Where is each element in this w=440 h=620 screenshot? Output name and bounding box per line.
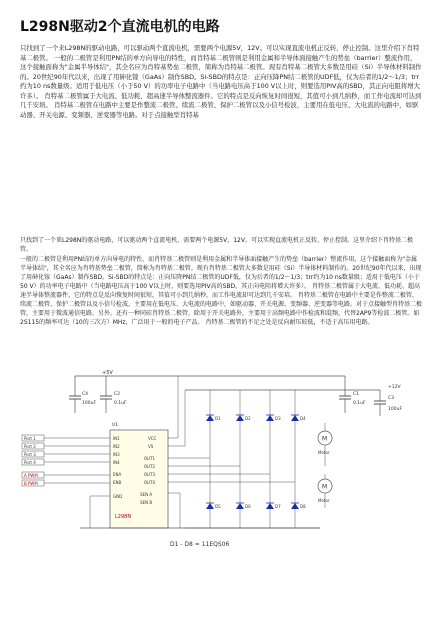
diode-label: D5 — [215, 504, 221, 509]
motor-1 — [318, 423, 332, 466]
diode-d8 — [291, 503, 306, 509]
diode-d7 — [266, 503, 281, 509]
svg-text:B PWM: B PWM — [24, 481, 38, 486]
svg-text:U1: U1 — [112, 423, 119, 428]
svg-text:C2: C2 — [114, 392, 121, 397]
svg-text:GND: GND — [113, 494, 123, 499]
svg-text:Port 4: Port 4 — [24, 460, 36, 465]
svg-text:M: M — [322, 435, 328, 443]
svg-text:SEN B: SEN B — [140, 500, 153, 505]
svg-text:OUT1: OUT1 — [144, 456, 156, 461]
pwm-inputs — [22, 472, 110, 486]
summary-paragraph: 只找到了一个来L298N的驱动电路，可以驱动两个直流电机，需要两个电源5V，12V。可以实现直流电机正反转，停止控制。这里介绍下肖特基二极管。 — [20, 237, 413, 254]
svg-text:SEN A: SEN A — [140, 492, 153, 497]
diode-d2 — [236, 415, 251, 421]
svg-text:Port 3: Port 3 — [24, 452, 36, 457]
diode-label: D6 — [245, 504, 251, 509]
svg-text:0.1uF: 0.1uF — [353, 401, 366, 406]
svg-text:OUT3: OUT3 — [144, 472, 156, 477]
capacitor-c1 — [339, 376, 366, 413]
svg-text:OUT2: OUT2 — [144, 464, 156, 469]
svg-text:Motor: Motor — [318, 498, 330, 503]
svg-text:VS: VS — [148, 444, 154, 449]
diode-label: D8 — [300, 504, 306, 509]
diode-d5 — [206, 503, 221, 509]
capacitor-c2 — [100, 376, 127, 413]
vcc-label: +5V — [102, 370, 113, 376]
svg-text:C1: C1 — [353, 392, 360, 397]
diode-label: D1 — [215, 416, 221, 421]
diode-label: D3 — [275, 416, 281, 421]
svg-text:VCC: VCC — [148, 436, 157, 441]
diode-d3 — [266, 415, 281, 421]
svg-text:C3: C3 — [388, 396, 395, 401]
svg-text:IN4: IN4 — [113, 460, 120, 465]
input-ports — [22, 435, 110, 465]
page-title: L298N驱动2个直流电机的电路 — [20, 19, 220, 35]
svg-text:Port 2: Port 2 — [24, 444, 36, 449]
l298n-circuit-diagram — [20, 368, 420, 538]
intro-paragraph: 只找到了一个来L298N的驱动电路，可以驱动两个直流电机，需要两个电源5V，12V。可以实现直流电机正反转，停止控制。这里介绍下肖特基二极管。 一般的二极管是利用PN结的单方向导电的特性，而肖特基二极管则是利用金属和半导体面接触产生的势垒（barrier）整流作用，这个接触面称为"金属半导体结"，其全名应为肖特基势垒二极管，简称为肖特基二极管。现有肖特基二极管大多数是用硅（Si）半导体材料制作的。20世纪90年代以来，出现了用砷化镓（GaAs）制作SBD。Si-SBD的特点是：正向压降PN结二极管的UDF低，仅为后者的1/2～1/3；trr约为10 ns数量级；适用于低电压（小于50 V）的功率电子电路中（当电路电压高于100 V以上时，则要选用PIV高的SBD，其正向电阻将增大许多）。 肖特基二极管属于大电流、低功耗、超高速半导体整流器件。它的特点是反向恢复时间很短，其值可小到几纳秒，而工作电流却可达到几千安培。 肖特基二极管在电路中主要是作整流二极管、续流二极管、保护二极管以及小信号检波，主要用在低电压、大电流的电路中，如驱动器、开关电源、变频器、逆变器等电路。对于点接触型肖特基 — [20, 44, 422, 119]
svg-text:ENB: ENB — [113, 480, 122, 485]
svg-text:C4: C4 — [82, 392, 89, 397]
svg-text:Motor: Motor — [318, 450, 330, 455]
l298n-chip — [110, 422, 168, 528]
diode-d6 — [236, 503, 251, 509]
diode-d4 — [291, 415, 306, 421]
capacitor-c4 — [69, 376, 100, 413]
svg-text:IN3: IN3 — [113, 452, 120, 457]
svg-text:ENA: ENA — [113, 472, 122, 477]
diode-label: D7 — [275, 504, 281, 509]
diode-caption: D1 - D8 = 11EQS06 — [170, 541, 230, 548]
capacitor-c3 — [320, 384, 402, 416]
svg-text:100uF: 100uF — [388, 407, 403, 412]
diode-d1 — [206, 415, 221, 421]
svg-text:100uF: 100uF — [82, 401, 97, 406]
diode-label: D2 — [245, 416, 251, 421]
svg-text:0.1uF: 0.1uF — [114, 401, 127, 406]
svg-text:+12V: +12V — [388, 385, 401, 390]
motor-2 — [318, 474, 332, 508]
svg-text:Port 1: Port 1 — [24, 436, 36, 441]
diode-label: D4 — [300, 416, 306, 421]
svg-text:M: M — [322, 483, 328, 491]
svg-text:A PWM: A PWM — [24, 473, 38, 478]
svg-text:L298N: L298N — [115, 514, 132, 520]
svg-text:OUT4: OUT4 — [144, 480, 156, 485]
diode-array — [206, 390, 306, 528]
svg-text:IN2: IN2 — [113, 444, 120, 449]
schottky-paragraph: 一般的二极管是利用PN结的单方向导电的特性，而肖特基二极管则是利用金属和半导体面接触产生的势垒（barrier）整流作用，这个接触面称为"金属半导体结"，其全名应为肖特基势垒二极管，简称为肖特基二极管。现有肖特基二极管大多数是用硅（Si）半导体材料制作的。20世纪90年代以来，出现了用砷化镓（GaAs）制作SBD。Si-SBD的特点是：正向压降PN结二极管的UDF低，仅为后者的1/2～1/3；trr约为10 ns数量级；适用于低电压（小于50 V）的功率电子电路中（当电路电压高于100 V以上时，则要选用PIV高的SBD，其正向电阻将增大许多）。 肖特基二极管属于大电流、低功耗、超高速半导体整流器件。它的特点是反向恢复时间很短，其值可小到几纳秒，而工作电流却可达到几千安培。 肖特基二极管在电路中主要是作整流二极管、续流二极管、保护二极管以及小信号检波，主要用在低电压、大电流的电路中，如驱动器、开关电源、变频器、逆变器等电路。对于点接触型肖特基二极管，主要用于微波通信电路。另外，还有一种同硅肖特基二极管，除用于开关电路外，主要用于高频电路中作检波和混频，代替2AP9等检波二极管。如2S115的频率可达（10的三次方）MHz，广泛用于一般的电子产品。 肖特基二极管的不足之处是反向耐压较低，不适于高压用电路。 — [20, 256, 423, 326]
svg-text:IN1: IN1 — [113, 436, 120, 441]
